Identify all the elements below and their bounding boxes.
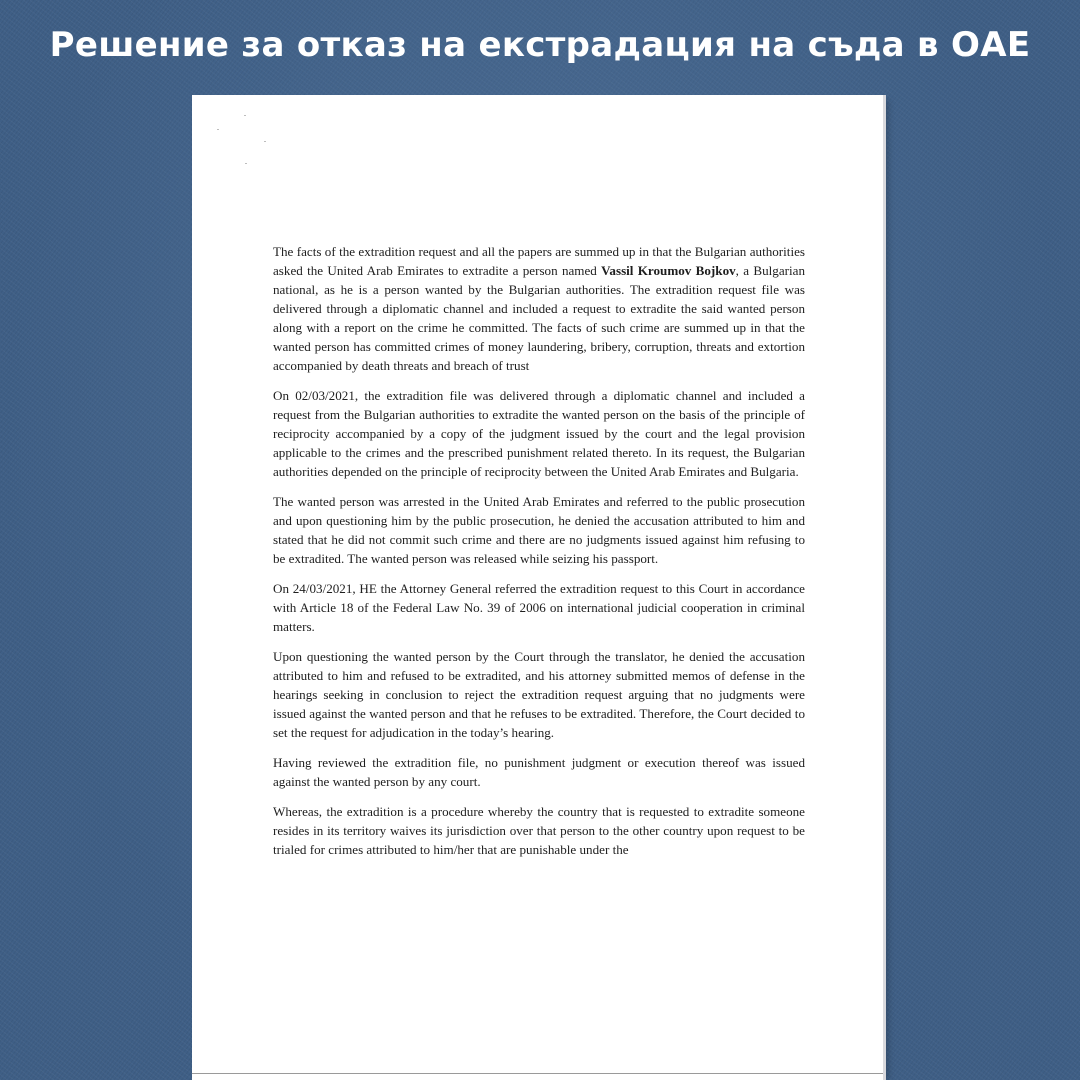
paragraph-1-start: The facts of the extradition request and all the papers are summed up in that the Bulgarian authorities asked the United Arab Emirates to extradite a person named	[273, 244, 805, 278]
headline-title: Решение за отказ на екстрадация на съда в ОАЕ	[49, 25, 1031, 65]
document-body	[273, 242, 805, 870]
scan-speck	[217, 129, 219, 130]
paragraph-1	[273, 242, 805, 375]
paragraph-1-end: , a Bulgarian national, as he is a person wanted by the Bulgarian authorities. The extradition request file was delivered through a diplomatic channel and included a request to extradite the said wanted person along with a report on the crime he committed. The facts of such crime are summed up in that the wanted person has committed crimes of money laundering, bribery, corruption, threats and extortion accompanied by death threats and breach of trust	[273, 263, 806, 373]
paragraph-2: On 02/03/2021, the extradition file was delivered through a diplomatic channel and included a request from the Bulgarian authorities to extradite the wanted person on the basis of the principle of reciprocity accompanied by a copy of the judgment issued by the court and the legal provision applicable to the crimes and the prescribed punishment related thereto. In its request, the Bulgarian authorities depended on the principle of reciprocity between the United Arab Emirates and Bulgaria.	[273, 388, 805, 479]
page-bottom-edge	[192, 1073, 883, 1074]
scan-speck	[244, 115, 246, 116]
document-page	[192, 95, 886, 1080]
paragraph-7: Whereas, the extradition is a procedure whereby the country that is requested to extradite someone resides in its territory waives its jurisdiction over that person to the other country upon request to be trialed for crimes attributed to him/her that are punishable under the	[273, 804, 805, 857]
paragraph-6: Having reviewed the extradition file, no punishment judgment or execution thereof was issued against the wanted person by any court.	[273, 755, 805, 789]
paragraph-5: Upon questioning the wanted person by the Court through the translator, he denied the accusation attributed to him and refused to be extradited, and his attorney submitted memos of defense in the hearings seeking in conclusion to reject the extradition request arguing that no judgments were issued against the wanted person and that he refuses to be extradited. Therefore, the Court decided to set the request for adjudication in the today’s hearing.	[273, 649, 805, 740]
scan-speck	[264, 141, 266, 142]
paragraph-3: The wanted person was arrested in the United Arab Emirates and referred to the public prosecution and upon questioning him by the public prosecution, he denied the accusation attributed to him and stated that he did not commit such crime and there are no judgments issued against him refusing to be extradited. The wanted person was released while seizing his passport.	[273, 494, 805, 566]
wanted-person-name: Vassil Kroumov Bojkov	[601, 263, 736, 278]
paragraph-4: On 24/03/2021, HE the Attorney General referred the extradition request to this Court in accordance with Article 18 of the Federal Law No. 39 of 2006 on international judicial cooperation in criminal matters.	[273, 581, 805, 634]
scan-speck	[245, 163, 247, 164]
